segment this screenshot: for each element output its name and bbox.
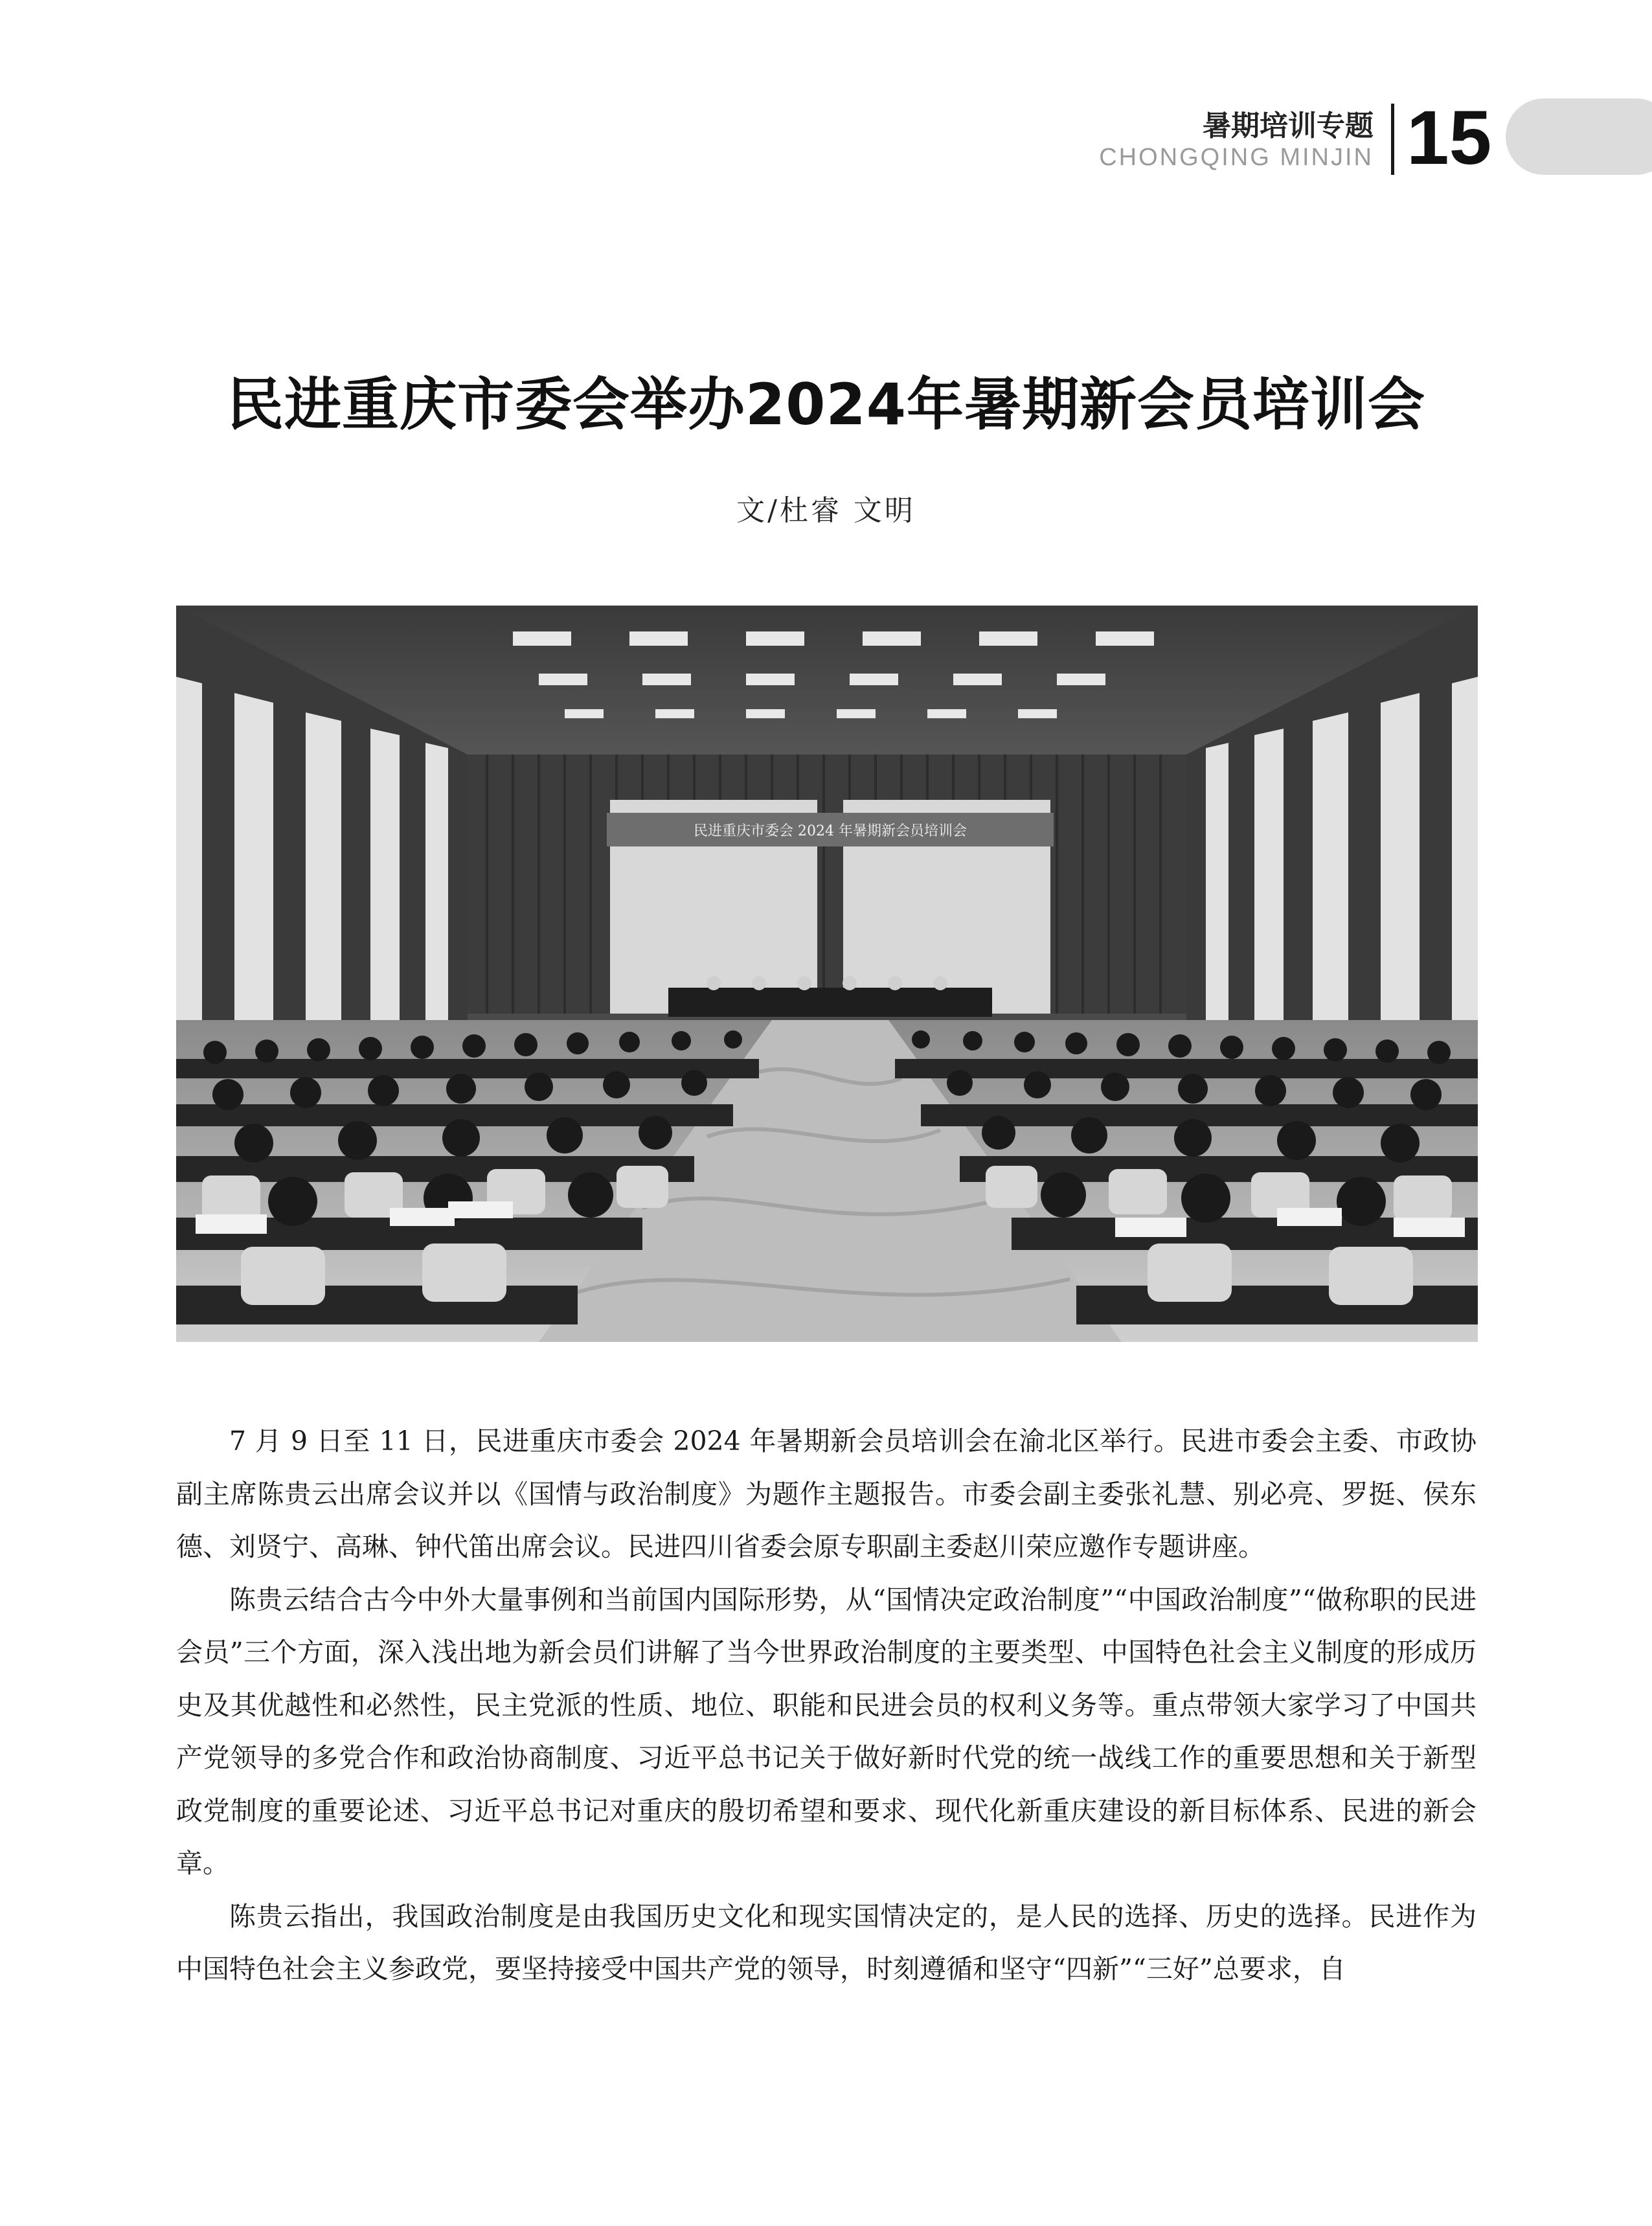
header-tab-decoration	[1506, 98, 1652, 175]
paragraph-3: 陈贵云指出，我国政治制度是由我国历史文化和现实国情决定的，是人民的选择、历史的选择。民进作为中国特色社会主义参政党，要坚持接受中国共产党的领导，时刻遵循和坚守“四新”“三好”总要求，自	[176, 1900, 1477, 1984]
conference-hall-illustration	[176, 606, 1478, 1342]
banner-text: 民进重庆市委会 2024 年暑期新会员培训会	[694, 823, 967, 839]
page-number: 15	[1407, 95, 1492, 181]
section-subtitle: CHONGQING MINJIN	[1099, 144, 1374, 171]
paragraph-1: 7 月 9 日至 11 日，民进重庆市委会 2024 年暑期新会员培训会在渝北区举行。民进市委会主委、市政协副主席陈贵云出席会议并以《国情与政治制度》为题作主题报告。市委会副主委张礼慧、别必亮、罗挺、侯东德、刘贤宁、高琳、钟代笛出席会议。民进四川省委会原专职副主委赵川荣应邀作专题讲座。	[176, 1425, 1477, 1562]
paragraph-2: 陈贵云结合古今中外大量事例和当前国内国际形势，从“国情决定政治制度”“中国政治制度”“做称职的民进会员”三个方面，深入浅出地为新会员们讲解了当今世界政治制度的主要类型、中国特色社会主义制度的形成历史及其优越性和必然性，民主党派的性质、地位、职能和民进会员的权利义务等。重点带领大家学习了中国共产党领导的多党合作和政治协商制度、习近平总书记关于做好新时代党的统一战线工作的重要思想和关于新型政党制度的重要论述、习近平总书记对重庆的殷切希望和要求、现代化新重庆建设的新目标体系、民进的新会章。	[176, 1584, 1477, 1879]
byline: 文/杜睿 文明	[736, 494, 916, 527]
article-body	[176, 1415, 1477, 1996]
section-title: 暑期培训专题	[1203, 109, 1374, 142]
article-title: 民进重庆市委会举办2024年暑期新会员培训会	[227, 371, 1425, 438]
header-divider	[1391, 104, 1394, 175]
conference-photo	[176, 606, 1478, 1342]
